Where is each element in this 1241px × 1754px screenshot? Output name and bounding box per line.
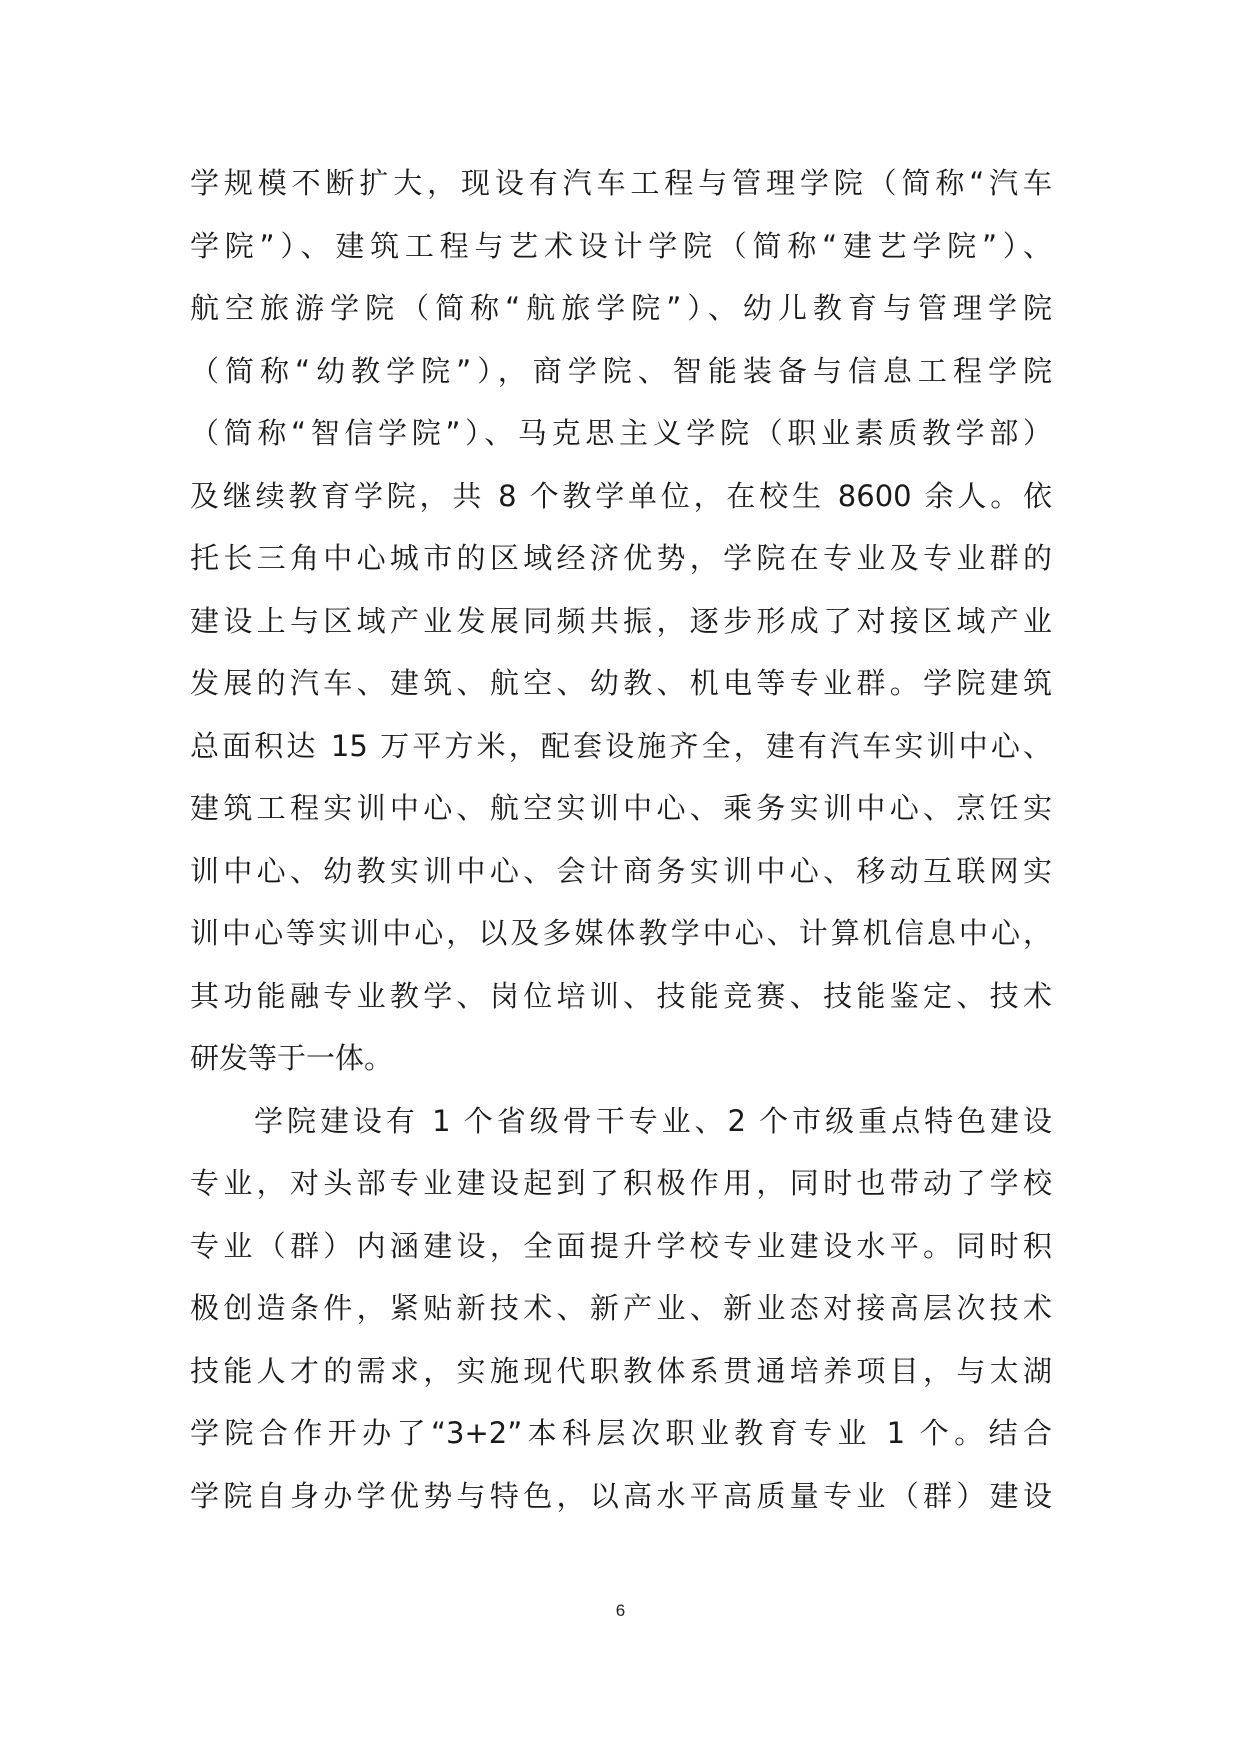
text-line: 专业（群）内涵建设，全面提升学校专业建设水平。同时积: [190, 1228, 1052, 1263]
paragraph: [190, 1090, 1052, 1528]
text-line: 发展的汽车、建筑、航空、幼教、机电等专业群。学院建筑: [190, 666, 1052, 700]
body-text: [190, 152, 1052, 1527]
text-line: 研发等于一体。: [190, 1041, 394, 1075]
text-line: 专业，对头部专业建设起到了积极作用，同时也带动了学校: [190, 1166, 1052, 1200]
text-line: 建筑工程实训中心、航空实训中心、乘务实训中心、烹饪实: [190, 791, 1052, 825]
page-number: 6: [615, 1601, 626, 1620]
text-line: 训中心等实训中心，以及多媒体教学中心、计算机信息中心，: [190, 916, 1052, 950]
text-line: 极创造条件，紧贴新技术、新产业、新业态对接高层次技术: [190, 1291, 1052, 1325]
text-line: 总面积达 15 万平方米，配套设施齐全，建有汽车实训中心、: [190, 728, 1052, 763]
text-line: 训中心、幼教实训中心、会计商务实训中心、移动互联网实: [190, 853, 1052, 888]
text-line: 及继续教育学院，共 8 个教学单位，在校生 8600 余人。依: [190, 478, 1052, 513]
text-line: 其功能融专业教学、岗位培训、技能竞赛、技能鉴定、技术: [190, 978, 1052, 1013]
text-line: （简称“幼教学院”），商学院、智能装备与信息工程学院: [190, 353, 1052, 388]
text-line: 托长三角中心城市的区域经济优势，学院在专业及专业群的: [190, 541, 1052, 575]
text-line: 学院自身办学优势与特色，以高水平高质量专业（群）建设: [190, 1478, 1052, 1513]
text-line: 航空旅游学院（简称“航旅学院”）、幼儿教育与管理学院: [190, 291, 1052, 325]
text-line: 学规模不断扩大，现设有汽车工程与管理学院（简称“汽车: [190, 166, 1052, 200]
text-line: 技能人才的需求，实施现代职教体系贯通培养项目，与太湖: [190, 1353, 1052, 1388]
text-line: 学院”）、建筑工程与艺术设计学院（简称“建艺学院”）、: [190, 228, 1052, 263]
paragraph: [190, 152, 1052, 1090]
text-line: 学院建设有 1 个省级骨干专业、2 个市级重点特色建设: [254, 1103, 1052, 1138]
text-line: 建设上与区域产业发展同频共振，逐步形成了对接区域产业: [190, 603, 1052, 638]
text-line: 学院合作开办了“3+2”本科层次职业教育专业 1 个。结合: [190, 1416, 1052, 1450]
text-line: （简称“智信学院”）、马克思主义学院（职业素质教学部）: [190, 416, 1052, 450]
